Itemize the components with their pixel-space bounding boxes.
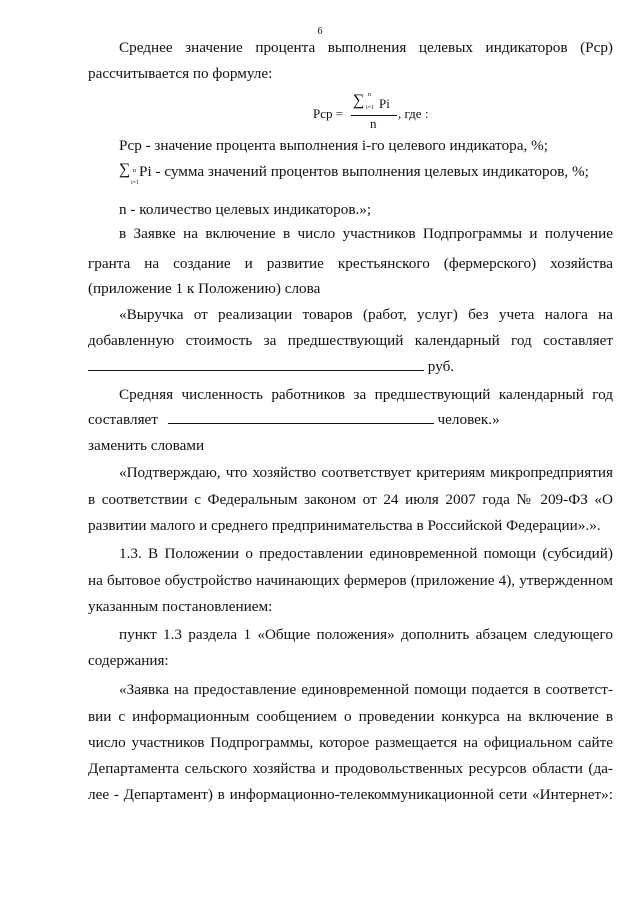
formula-term: Pi	[379, 96, 390, 111]
paragraph-line: заменить словами	[88, 437, 205, 454]
quote-line: добавленную стоимость за предшествующий календарный год составляет	[88, 332, 613, 349]
page-number: 6	[317, 26, 323, 37]
blank-field	[168, 411, 434, 424]
paragraph-line: 1.3. В Положении о предоставлении единовременной помощи (субсидий)	[119, 545, 613, 562]
formula	[313, 92, 485, 136]
formula-suffix: , где :	[398, 106, 429, 121]
currency-label: руб.	[427, 358, 455, 375]
quote-suffix: человек.»	[437, 411, 500, 428]
quote-line: «Подтверждаю, что хозяйство соответствует критериям микропредприятия	[119, 464, 613, 481]
sum-icon: ∑	[353, 92, 365, 109]
blank-field	[88, 358, 424, 371]
sum-upper-limit: n	[133, 168, 136, 174]
quote-line	[88, 410, 613, 430]
paragraph-line: гранта на создание и развитие крестьянского (фермерского) хозяйства	[88, 255, 613, 272]
paragraph-line: содержания:	[88, 652, 169, 669]
quote-line: вии с информационным сообщением о проведении конкурса на включение в	[88, 708, 613, 725]
definition-line: Рср - значение процента выполнения i-го целевого индикатора, %;	[119, 137, 548, 154]
quote-line: в соответствии с Федеральным законом от 24 июля 2007 года № 209-ФЗ «О	[88, 491, 613, 508]
definition-line: n - количество целевых индикаторов.»;	[119, 201, 372, 218]
paragraph-line: в Заявке на включение в число участников Подпрограммы и получение	[119, 225, 613, 242]
quote-line: «Заявка на предоставление единовременной помощи подается в соответст-	[119, 681, 613, 698]
quote-line	[88, 357, 613, 377]
formula-lower-limit: i=1	[366, 105, 375, 111]
sum-lower-limit: i=1	[131, 180, 140, 186]
quote-line: Средняя численность работников за предшествующий календарный год	[119, 386, 613, 403]
definition-line	[119, 161, 613, 186]
paragraph-line: указанным постановлением:	[88, 598, 273, 615]
definition-text: Pi - сумма значений процентов выполнения целевых индикаторов, %;	[139, 163, 589, 180]
paragraph-line: рассчитывается по формуле:	[88, 65, 273, 82]
quote-prefix: составляет	[88, 411, 158, 428]
paragraph-line: на бытовое обустройство начинающих фермеров (приложение 4), утвержденном	[88, 572, 613, 589]
paragraph-line: (приложение 1 к Положению) слова	[88, 280, 321, 297]
quote-line: лее - Департамент) в информационно-телекоммуникационной сети «Интернет»:	[88, 786, 613, 803]
quote-line: Департамента сельского хозяйства и продовольственных ресурсов области (да-	[88, 760, 613, 777]
paragraph-line: пункт 1.3 раздела 1 «Общие положения» дополнить абзацем следующего	[119, 626, 613, 643]
sum-icon: ∑	[119, 161, 131, 178]
formula-lhs: Рср =	[313, 106, 344, 121]
quote-line: развитии малого и среднего предпринимательства в Российской Федерации».».	[88, 517, 601, 534]
formula-upper-limit: n	[368, 92, 371, 98]
paragraph-line: Среднее значение процента выполнения целевых индикаторов (Рср)	[119, 39, 613, 56]
quote-line: «Выручка от реализации товаров (работ, услуг) без учета налога на	[119, 306, 613, 323]
quote-line: число участников Подпрограммы, которое размещается на официальном сайте	[88, 734, 613, 751]
formula-denominator: n	[370, 116, 377, 131]
